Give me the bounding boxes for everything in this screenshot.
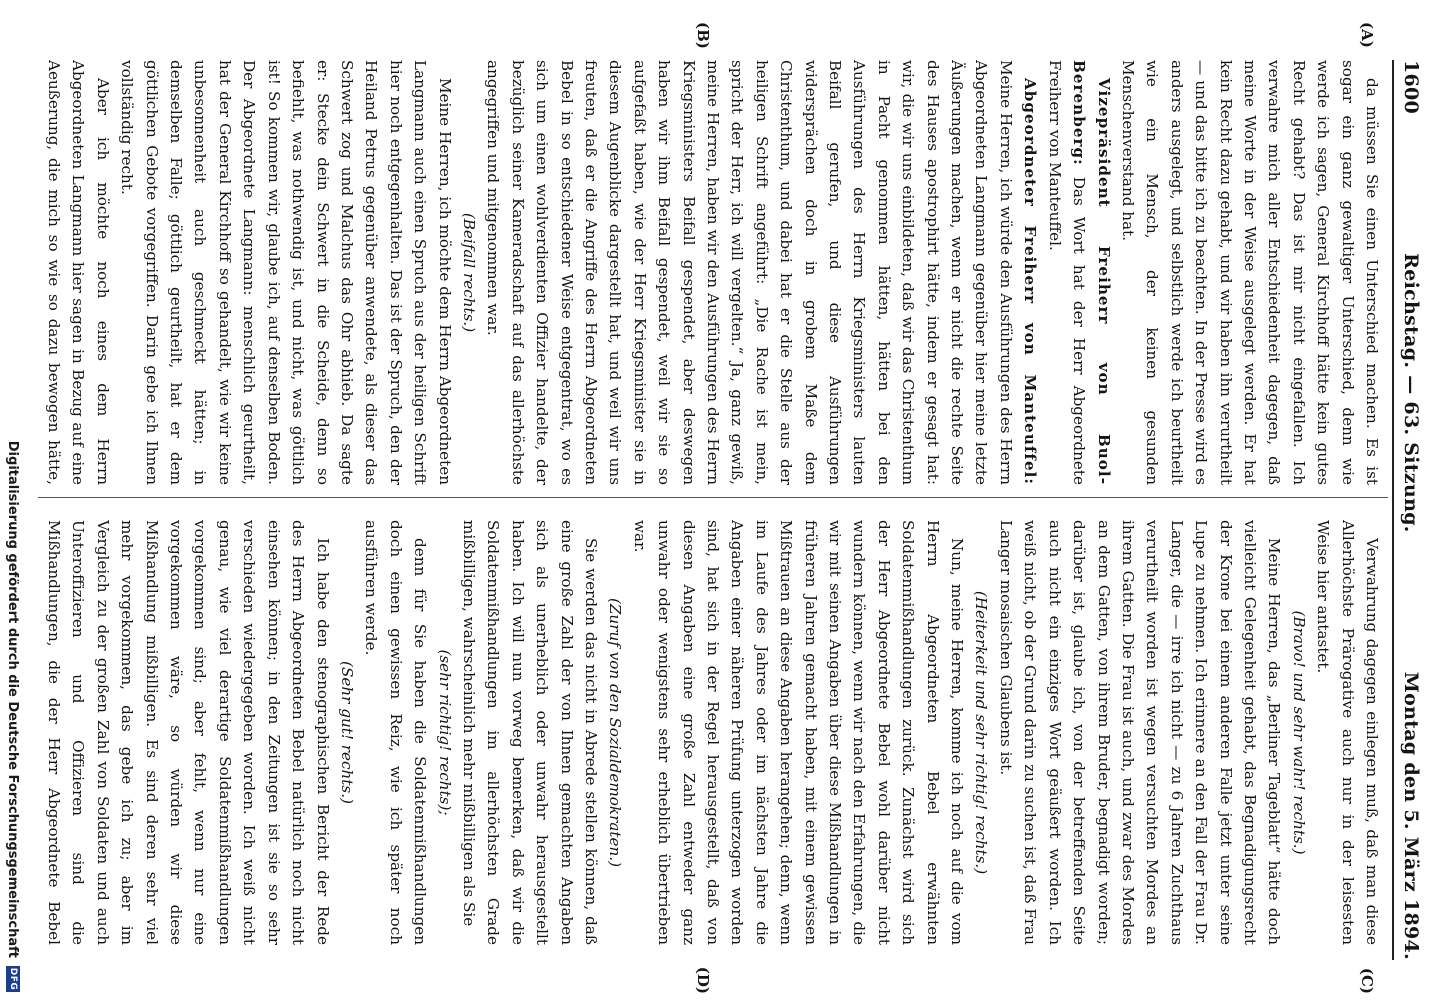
speaker-name: Abgeordneter Freiherr von Manteuffel: (1021, 78, 1040, 485)
paragraph: Meine Herren, ich möchte dem Herrn Abgeordneten Langmann auch einen Spruch aus der heiligen Schrift hier noch entgegenhalten. Das ist der Spruch, den der Heiland Petrus gegenüber anwendete, als dieser das Schwert zog und Malchus das Ohr abhieb. Da sagte er: Stecke dein Schwert in die Scheide, denn so befiehlt, was nothwendig ist, und nicht, was göttlich ist! So kommen wir, glaube ich, auf denselben Boden. Der Abgeordnete Langmann: menschlich geurtheilt, hat der General Kirchhoff so gehandelt, wie wir keine unbesonnenheit auch geschmeckt hätten; in demselben Falle; göttlich geurtheilt, hat er dem göttlichen Gebote vorgegriffen. Darin gebe ich Ihnen vollständig recht. (118, 60, 454, 485)
right-text-column (44, 520, 1384, 945)
speech-text: Meine Herren, ich würde den Ausführungen des Herrn Abgeordneten Langmann gegenüber hier meine letzte Äußerungen machen, wenn er nicht die rechte Seite des Hauses apostrophirt hätte, indem er gesagt hat: wir, die wir uns einbildeten, daß wir das Christenthum in Pacht genommen hätten, hätten bei den Ausführungen des Herrn Kriegsministers lauten Beifall gerufen, und diese Ausführungen widersprächen doch in grobem Maße dem Christenthum, und dabei hat er die Stelle aus der heiligen Schrift angeführt: „Die Rache ist mein, spricht der Herr, ich will vergelten.“ Ja, ganz gewiß, meine Herren, haben wir den Ausführungen des Herrn Kriegsministers Beifall gespendet, aber deswegen haben wir ihm Beifall gespendet, weil wir sie so aufgefaßt haben, wie der Herr Kriegsminister sie in diesem Augenblicke dargestellt hat, und weil wir uns freuten, daß er die Angriffe des Herrn Abgeordneten Bebel in so entschiedener Weise entgegentrat, wo es sich um einen wohlverdienten Offizier handelte, der bezüglich seiner Kameradschaft auf das allerhöchste angegriffen und mitgenommen war. (484, 60, 1015, 485)
paragraph: Sie werden das nicht in Abrede stellen können, daß eine große Zahl der von Ihnen gemachten Angaben sich als unerheblich oder unwahr herausgestellt haben. Ich will nun vorweg bemerken, daß wir die Soldatenmißhandlungen im allerhöchsten Grade mißbilligen, wahrscheinlich mehr mißbilligen als Sie (459, 520, 600, 945)
audience-reaction: (Zuruf von den Sozialdemokraten.) (606, 597, 625, 868)
audience-reaction: (Sehr gut! rechts.) (337, 661, 356, 804)
audience-reaction: (Bravo! und sehr wahr! rechts.) (1289, 610, 1308, 855)
page-number: 1600 (1400, 60, 1422, 115)
speech-text: Das Wort hat der Herr Abgeordnete Freiherr von Manteuffel. (1045, 60, 1089, 485)
dfg-logo: DFG (8, 967, 18, 991)
paragraph: Meine Herren, das „Berliner Tageblatt“ hätte doch vielleicht Gelegenheit gehabt, das Begnadigungsrecht der Krone bei einem anderen Falle jetzt unter seine Lupe zu nehmen. Ich erinnere an den Fall der Frau Dr. Langer, die — irre ich nicht — zu 6 Jahren Zuchthaus verurtheilt worden ist wegen versuchten Mordes an ihrem Gatten. Die Frau ist auch, und zwar des Mordes an dem Gatten, von ihrem Bruder, begnadigt worden; darüber ist, glaube ich, von der betreffenden Seite auch nicht ein einziges Wort geäußert worden. Ich weiß nicht, ob der Grund darin zu suchen ist, daß Frau Langer mosaischen Glaubens ist. (996, 520, 1284, 945)
paragraph: Aber ich möchte noch eines dem Herrn Abgeordneten Langmann hier sagen in Bezug auf eine Aeußerung, die mich so wie so dazu bewogen hätte, (45, 60, 112, 485)
paragraph: Verwahrung dagegen einlegen muß, daß man diese Allerhöchste Prärogative auch nur in der leisesten Weise hier antastet. (1314, 520, 1381, 945)
credit-text: Digitalisierung gefördert durch die Deutsche Forschungsgemeinschaft (5, 440, 21, 958)
page-header (1392, 60, 1428, 960)
audience-reaction: (Heiterkeit und sehr richtig! rechts.) (972, 590, 991, 875)
audience-reaction: (Beifall rechts.) (459, 212, 478, 333)
paragraph: denn für Sie haben die Soldatenmißhandlungen doch einen gewissen Reiz, wie ich später noch ausführen werde. (362, 520, 430, 945)
paragraph: Ich habe den stenographischen Bericht der Rede des Herrn Abgeordneten Bebel natürlich noch nicht einsehen können; in den Zeitungen ist sie so sehr verschieden wiedergegeben worden. Ich weiß nicht genau, wie viel derartige Soldatenmißhandlungen vorgekommen sind; aber fehlt, wenn nur eine vorgekommen wäre, so würden wir diese Mißhandlung mißbilligen. Es sind deren sehr viel mehr vorgekommen, das gebe ich zu; aber im Vergleich zu der großen Zahl von Soldaten und auch Unteroffizieren und Offizieren sind die Mißhandlungen, die der Herr Abgeordnete Bebel (45, 520, 332, 945)
margin-marker-b: (B) (694, 22, 712, 49)
speaker-name: Vizepräsident Freiherr von Buol-Berenberg: (1070, 60, 1113, 485)
session-title: Reichstag. — 63. Sitzung. (1400, 253, 1422, 533)
margin-marker-d: (D) (694, 966, 712, 994)
left-text-column (44, 60, 1384, 485)
paragraph: Nun, meine Herren, komme ich noch auf die vom Herrn Abgeordneten Bebel erwähnten Soldatenmißhandlungen zurück. Zunächst wird sich der Herr Abgeordnete Bebel wohl darüber nicht wundern können, wenn wir nach den Erfahrungen, die wir mit seinen Angaben über diese Mißhandlungen in früheren Jahren gemacht haben, mit einem gewissen Mißtrauen an diese Angaben herangehen; denn, wenn im Laufe des Jahres oder im nächsten Jahre die Angaben einer näheren Prüfung unterzogen worden sind, hat sich in der Regel herausgestellt, daß von diesen Angaben eine große Zahl entweder ganz unwahr oder wenigstens sehr erheblich übertrieben war. (630, 520, 967, 945)
column-divider (38, 497, 1388, 498)
speaker-paragraph (481, 60, 1042, 485)
speaker-paragraph (1042, 60, 1115, 485)
margin-marker-c: (C) (1358, 967, 1376, 994)
paragraph: da müssen Sie einen Unterschied machen. Es ist sogar ein ganz gewaltiger Unterschied, denn wie werde ich sagen, General Kirchhoff hätte kein gutes Recht gehabt? Das ist mir nicht eingefallen. Ich verwahre mich aller Entschiedenheit dagegen, daß meine Worte in der Weise ausgelegt werden. Er hat kein Recht dazu gehabt, und wir haben ihn verurtheilt — und das bitte ich zu beachten. In der Presse wird es anders ausgelegt, und selbstlich werde ich beurtheilt wie ein Mensch, der keinen gesunden Menschenverstand hat. (1118, 60, 1381, 485)
session-date: Montag den 5. März 1894. (1400, 671, 1422, 960)
digitization-credit (2, 200, 24, 992)
margin-marker-a: (A) (1358, 22, 1376, 48)
audience-reaction: (sehr richtig! rechts); (435, 649, 454, 816)
